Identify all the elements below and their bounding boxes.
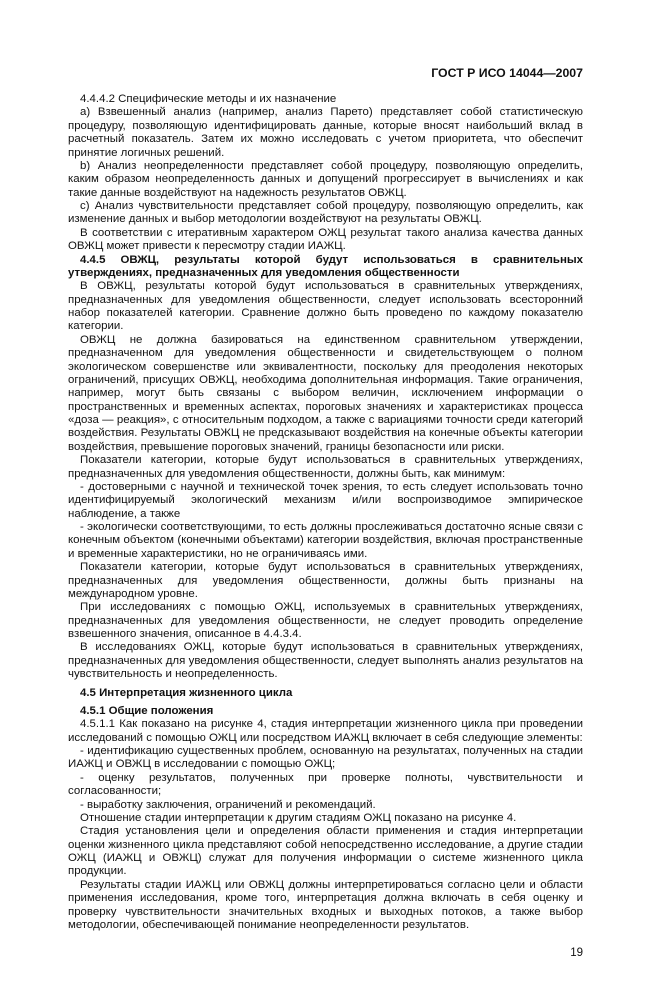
paragraph: ОВЖЦ не должна базироваться на единственном сравнительном утверждении, предназначенном для уведомления общественности и свидетельствующем о полном экологическом совершенстве или эквивалентности, поскольку для преодоления некоторых ограничений, присущих ОВЖЦ, необходима дополнительная информация. Такие ограничения, например, могут быть связаны с выбором величин, исключением информации о пространственных и временных аспектах, пороговых значениях и характеристиках процесса «доза — реакция», с относительным подходом, а также с вариациями точности среди категорий воздействия. Результаты ОВЖЦ не предсказывают воздействия на конечные объекты категории воздействия, превышение пороговых значений, границы безопасности или риски. <box>68 333 583 453</box>
paragraph: В соответствии с итеративным характером ОЖЦ результат такого анализа качества данных ОВЖЦ может привести к пересмотру стадии ИАЖЦ. <box>68 226 583 253</box>
paragraph: c) Анализ чувствительности представляет собой процедуру, позволяющую определить, как изменение данных и выбор методологии воздействуют на результаты ОВЖЦ. <box>68 200 583 226</box>
paragraph: Показатели категории, которые будут использоваться в сравнительных утверждениях, предназначенных для уведомления общественности, должны быть, как минимум: <box>68 454 583 480</box>
paragraph: В ОВЖЦ, результаты которой будут использоваться в сравнительных утверждениях, предназначенных для уведомления общественности, следует использовать всесторонний набор показателей категории. Сравнение должно быть проведено по каждому показателю категории. <box>68 280 583 333</box>
paragraph: Стадия установления цели и определения области применения и стадия интерпретации оценки жизненного цикла представляют собой непосредственно исследование, а другие стадии ОЖЦ (ИАЖЦ и ОВЖЦ) служат для получения информации о системе жизненного цикла продукции. <box>68 825 583 878</box>
paragraph: 4.5.1.1 Как показано на рисунке 4, стадия интерпретации жизненного цикла при проведении исследований с помощью ОЖЦ или посредством ИАЖЦ включает в себя следующие элементы: <box>68 718 583 744</box>
list-item: - идентификацию существенных проблем, основанную на результатах, полученных на стадии ИАЖЦ и ОВЖЦ в исследовании с помощью ОЖЦ; <box>68 745 583 771</box>
document-body <box>68 93 583 932</box>
list-item: - экологически соответствующими, то есть должны прослеживаться достаточно ясные связи с конечным объектом (конечными объектами) категории воздействия, включая пространственные и временные характеристики, но не ограничиваясь ими. <box>68 521 583 560</box>
paragraph: a) Взвешенный анализ (например, анализ Парето) представляет собой статистическую процедуру, позволяющую идентифицировать данные, которые вносят наибольший вклад в расчетный показатель. Затем их можно исследовать с учетом приоритета, что обеспечит принятие логичных решений. <box>68 106 583 159</box>
paragraph: Результаты стадии ИАЖЦ или ОВЖЦ должны интерпретироваться согласно цели и области применения исследования, кроме того, интерпретация должна включать в себя оценку и проверку чувствительности значительных входных и выходных потоков, а также выбор методологии, обеспечивающей понимание неопределенности результатов. <box>68 878 583 931</box>
paragraph: b) Анализ неопределенности представляет собой процедуру, позволяющую определить, каким образом неопределенность данных и допущений прогрессирует в вычислениях и как такие данные воздействуют на надежность результатов ОВЖЦ. <box>68 159 583 199</box>
list-item: - выработку заключения, ограничений и рекомендаций. <box>80 798 376 811</box>
paragraph: В исследованиях ОЖЦ, которые будут использоваться в сравнительных утверждениях, предназначенных для уведомления общественности, следует выполнять анализ результатов на чувствительность и неопределенность. <box>68 641 583 681</box>
section-heading: 4.5.1 Общие положения <box>80 704 214 717</box>
document-header: ГОСТ Р ИСО 14044—2007 <box>431 66 583 80</box>
section-heading: 4.4.5 ОВЖЦ, результаты которой будут использоваться в сравнительных утверждениях, предназначенных для уведомления общественности <box>68 253 583 279</box>
subsection-heading: 4.4.4.2 Специфические методы и их назначение <box>80 93 337 105</box>
section-heading: 4.5 Интерпретация жизненного цикла <box>80 686 293 699</box>
list-item: - достоверными с научной и технической точек зрения, то есть следует использовать точно идентифицируемый экологический механизм и/или воспроизводимое эмпирическое наблюдение, а также <box>68 480 583 520</box>
paragraph: При исследованиях с помощью ОЖЦ, используемых в сравнительных утверждениях, предназначенных для уведомления общественности, не следует проводить определение взвешенного значения, описанное в 4.4.3.4. <box>68 601 583 640</box>
list-item: - оценку результатов, полученных при проверке полноты, чувствительности и согласованности; <box>68 771 583 798</box>
paragraph: Отношение стадии интерпретации к другим стадиям ОЖЦ показано на рисунке 4. <box>80 811 517 824</box>
page-number: 19 <box>570 947 583 960</box>
paragraph: Показатели категории, которые будут использоваться в сравнительных утверждениях, предназначенных для уведомления общественности, должны быть признаны на международном уровне. <box>68 561 583 600</box>
